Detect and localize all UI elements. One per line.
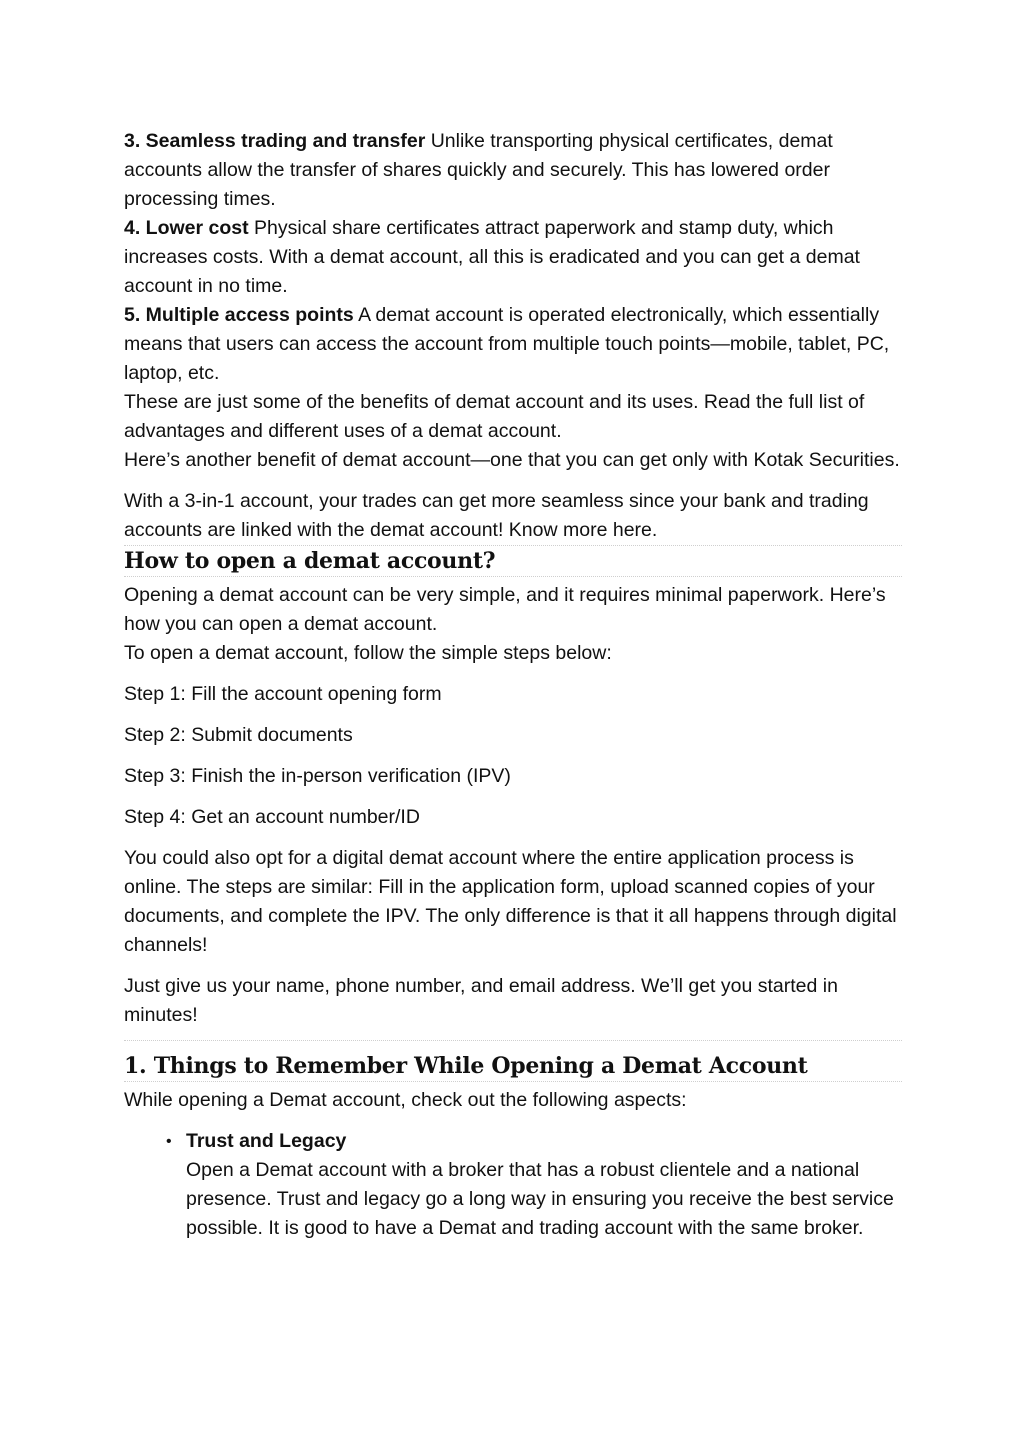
digital-account-paragraph: You could also opt for a digital demat account where the entire application process is online. The steps are similar: Fill in the application form, upload scanned copies of your documents, and complete the IPV. The only difference is that it all happens through digital channels! [124, 847, 897, 956]
step-item: Step 3: Finish the in-person verification (IPV) [124, 765, 511, 787]
remember-intro: While opening a Demat account, check out the following aspects: [124, 1089, 687, 1111]
benefit-text: Unlike transporting physical certificates, demat accounts allow the transfer of shares quickly and securely. This has lowered order processing times. [124, 130, 833, 210]
section-divider [124, 1081, 902, 1082]
bullet-icon: • [166, 1133, 172, 1150]
step-item: Step 4: Get an account number/ID [124, 806, 420, 828]
benefits-summary: These are just some of the benefits of demat account and its uses. Read the full list of advantages and different uses of a demat account. [124, 391, 865, 442]
benefit-seamless-trading [124, 127, 902, 214]
document-body [124, 127, 902, 1243]
list-item-title: Trust and Legacy [186, 1130, 347, 1152]
step-item: Step 1: Fill the account opening form [124, 683, 442, 705]
kotak-benefit: Here’s another benefit of demat account—one that you can get only with Kotak Securities. [124, 449, 900, 471]
remember-list [124, 1127, 902, 1243]
list-item [166, 1127, 902, 1243]
benefit-text: A demat account is operated electronically, which essentially means that users can access the account from multiple touch points—mobile, tablet, PC, laptop, etc. [124, 304, 890, 384]
section-divider [124, 1040, 902, 1041]
benefit-heading: 5. Multiple access points [124, 304, 354, 326]
three-in-one-paragraph: With a 3-in-1 account, your trades can get more seamless since your bank and trading accounts are linked with the demat account! Know more here. [124, 490, 869, 541]
remember-heading: 1. Things to Remember While Opening a Demat Account [124, 1053, 808, 1079]
cta-paragraph: Just give us your name, phone number, and email address. We’ll get you started in minutes! [124, 975, 838, 1026]
section-divider [124, 576, 902, 577]
benefit-text: Physical share certificates attract paperwork and stamp duty, which increases costs. With a demat account, all this is eradicated and you can get a demat account in no time. [124, 217, 860, 297]
benefit-lower-cost [124, 214, 902, 301]
open-account-heading: How to open a demat account? [124, 548, 496, 574]
benefit-heading: 3. Seamless trading and transfer [124, 130, 426, 152]
open-account-intro: Opening a demat account can be very simple, and it requires minimal paperwork. Here’s how you can open a demat account. [124, 584, 886, 635]
benefit-multiple-access [124, 301, 902, 388]
list-item-text: Open a Demat account with a broker that has a robust clientele and a national presence. Trust and legacy go a long way in ensuring you receive the best service possible. It is good to have a Demat and trading account with the same broker. [186, 1159, 894, 1239]
steps-intro: To open a demat account, follow the simple steps below: [124, 642, 612, 664]
step-item: Step 2: Submit documents [124, 724, 353, 746]
benefit-heading: 4. Lower cost [124, 217, 249, 239]
